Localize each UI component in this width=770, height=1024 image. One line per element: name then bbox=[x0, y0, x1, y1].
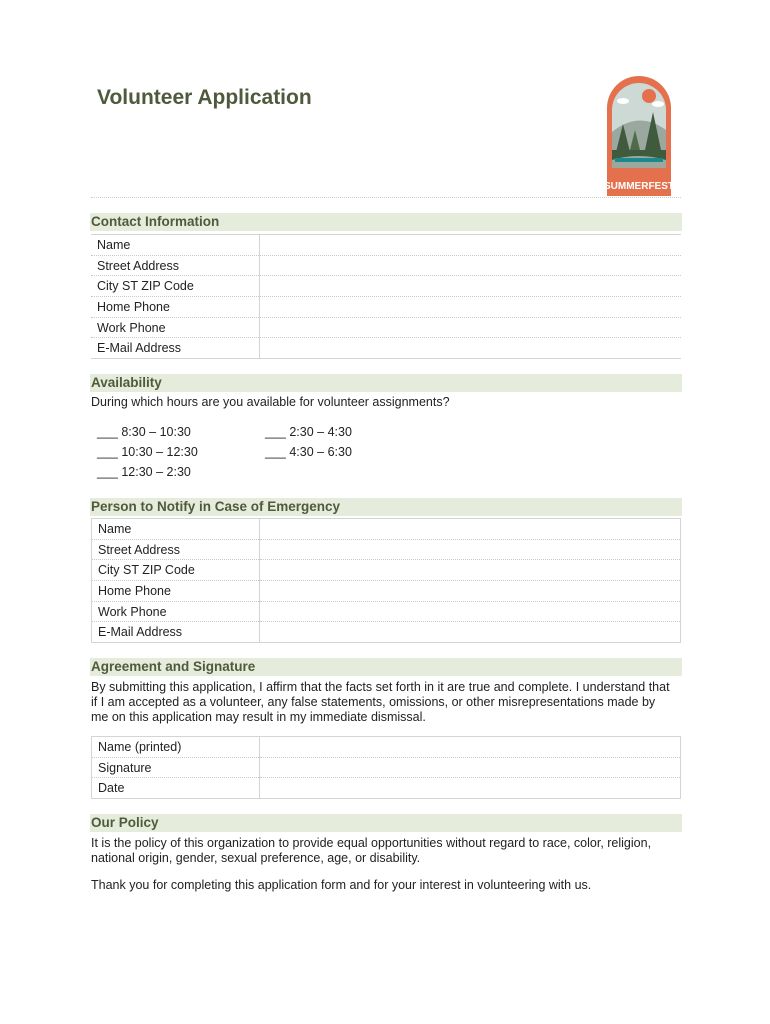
contact-name-input[interactable] bbox=[259, 235, 681, 256]
emergency-row-work-phone bbox=[92, 601, 681, 622]
policy-text: It is the policy of this organization to provide equal opportunities without regard to race, color, religion, national origin, gender, sexual preference, age, or disability. bbox=[91, 836, 652, 865]
summerfest-logo bbox=[603, 72, 675, 196]
signature-row-date bbox=[92, 778, 681, 799]
contact-email-input[interactable] bbox=[259, 338, 681, 359]
slot-option[interactable]: ___ 4:30 – 6:30 bbox=[265, 445, 352, 459]
logo-text: SUMMERFEST bbox=[604, 181, 674, 192]
contact-table bbox=[91, 234, 681, 359]
policy-heading: Our Policy bbox=[90, 814, 682, 832]
field-label: Name bbox=[91, 235, 259, 256]
contact-row-city bbox=[91, 276, 681, 297]
field-label: Name (printed) bbox=[92, 737, 260, 758]
contact-row-work-phone bbox=[91, 317, 681, 338]
agreement-heading: Agreement and Signature bbox=[90, 658, 682, 676]
slot-option[interactable]: ___ 8:30 – 10:30 bbox=[97, 425, 191, 439]
availability-question: During which hours are you available for volunteer assignments? bbox=[91, 395, 450, 409]
date-input[interactable] bbox=[260, 778, 681, 799]
emergency-table bbox=[91, 518, 681, 643]
field-label: Street Address bbox=[91, 255, 259, 276]
emergency-heading: Person to Notify in Case of Emergency bbox=[90, 498, 682, 516]
page-title: Volunteer Application bbox=[97, 86, 312, 109]
field-label: E-Mail Address bbox=[91, 338, 259, 359]
printed-name-input[interactable] bbox=[260, 737, 681, 758]
emergency-home-phone-input[interactable] bbox=[260, 581, 681, 602]
emergency-city-input[interactable] bbox=[260, 560, 681, 581]
emergency-work-phone-input[interactable] bbox=[260, 601, 681, 622]
field-label: Home Phone bbox=[92, 581, 260, 602]
emergency-email-input[interactable] bbox=[260, 622, 681, 643]
contact-street-input[interactable] bbox=[259, 255, 681, 276]
field-label: Date bbox=[92, 778, 260, 799]
emergency-name-input[interactable] bbox=[260, 519, 681, 540]
field-label: Work Phone bbox=[92, 601, 260, 622]
slot-option[interactable]: ___ 12:30 – 2:30 bbox=[97, 465, 191, 479]
field-label: City ST ZIP Code bbox=[92, 560, 260, 581]
signature-table bbox=[91, 736, 681, 799]
field-label: Work Phone bbox=[91, 317, 259, 338]
agreement-text: By submitting this application, I affirm that the facts set forth in it are true and complete. I understand that if I am accepted as a volunteer, any false statements, omissions, or other misrepresentations made by me on this application may result in my immediate dismissal. bbox=[91, 680, 670, 724]
emergency-row-email bbox=[92, 622, 681, 643]
field-label: Name bbox=[92, 519, 260, 540]
availability-heading: Availability bbox=[90, 374, 682, 392]
contact-heading: Contact Information bbox=[90, 213, 682, 231]
field-label: E-Mail Address bbox=[92, 622, 260, 643]
contact-work-phone-input[interactable] bbox=[259, 317, 681, 338]
contact-home-phone-input[interactable] bbox=[259, 297, 681, 318]
slot-option[interactable]: ___ 2:30 – 4:30 bbox=[265, 425, 352, 439]
availability-left-column bbox=[97, 422, 198, 482]
contact-row-street bbox=[91, 255, 681, 276]
emergency-row-home-phone bbox=[92, 581, 681, 602]
field-label: Street Address bbox=[92, 539, 260, 560]
contact-row-email bbox=[91, 338, 681, 359]
signature-row-signature bbox=[92, 757, 681, 778]
title-divider bbox=[91, 197, 681, 198]
emergency-row-name bbox=[92, 519, 681, 540]
signature-row-name bbox=[92, 737, 681, 758]
signature-input[interactable] bbox=[260, 757, 681, 778]
emergency-street-input[interactable] bbox=[260, 539, 681, 560]
field-label: Home Phone bbox=[91, 297, 259, 318]
availability-right-column bbox=[265, 422, 352, 462]
contact-row-home-phone bbox=[91, 297, 681, 318]
thank-you-text: Thank you for completing this application form and for your interest in volunteering with us. bbox=[91, 878, 592, 892]
field-label: City ST ZIP Code bbox=[91, 276, 259, 297]
emergency-row-city bbox=[92, 560, 681, 581]
contact-city-input[interactable] bbox=[259, 276, 681, 297]
contact-row-name bbox=[91, 235, 681, 256]
field-label: Signature bbox=[92, 757, 260, 778]
slot-option[interactable]: ___ 10:30 – 12:30 bbox=[97, 445, 198, 459]
emergency-row-street bbox=[92, 539, 681, 560]
